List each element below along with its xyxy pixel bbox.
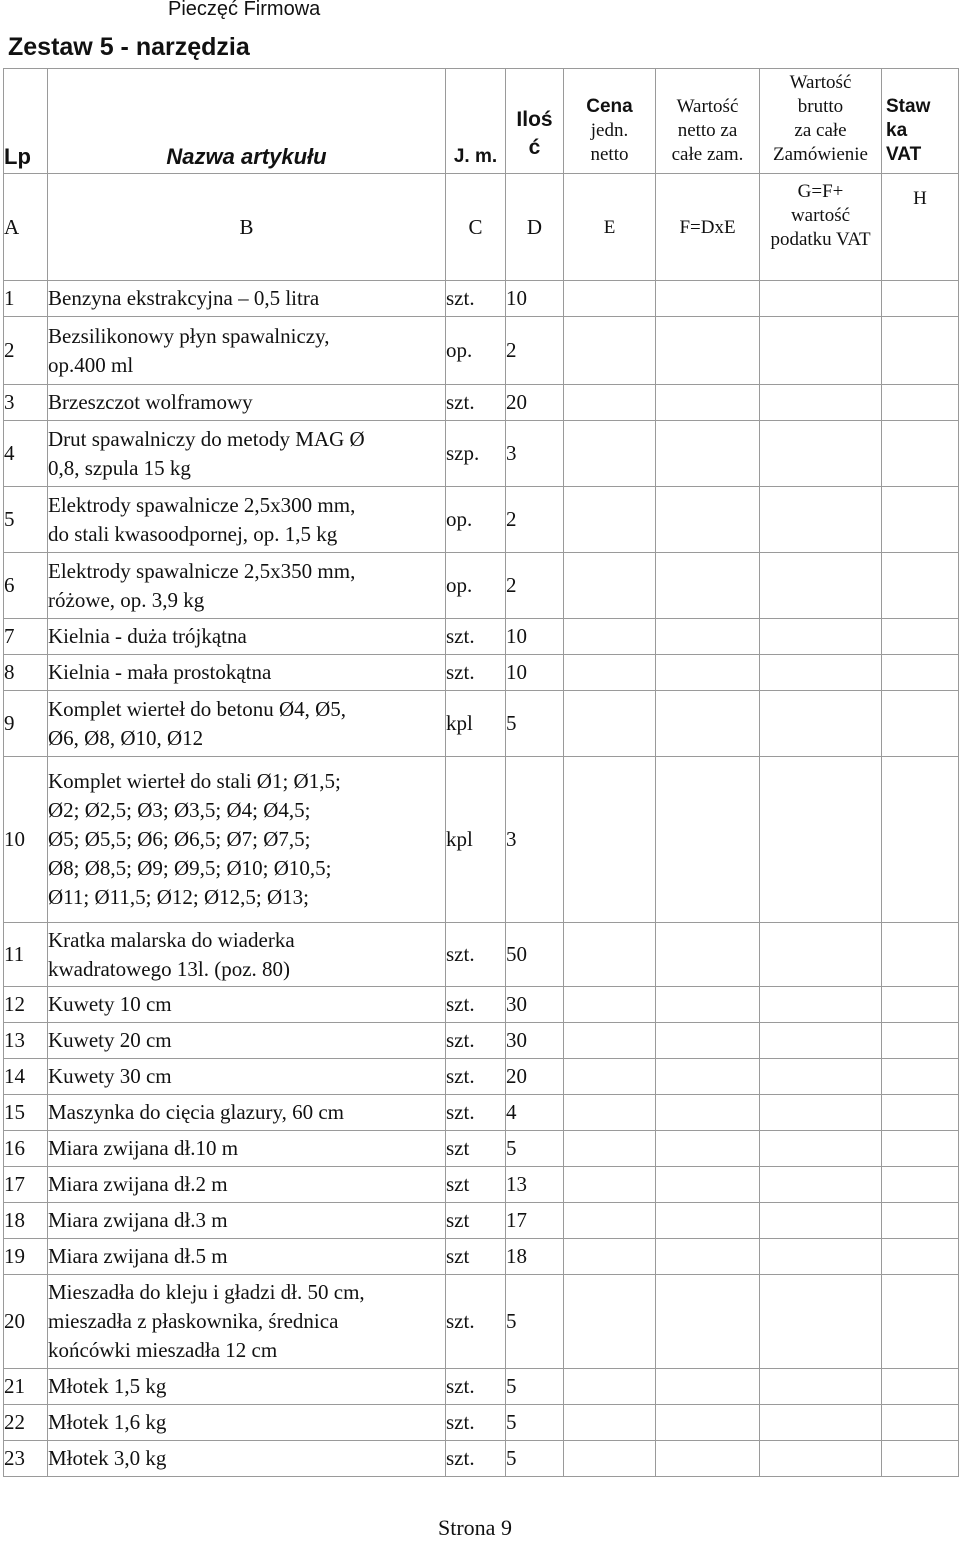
row-vat-rate [882, 281, 959, 317]
table-row [4, 619, 959, 655]
row-net-value [656, 1203, 760, 1239]
row-gross-value [760, 691, 882, 757]
row-name: Elektrody spawalnicze 2,5x300 mm, do stali kwasoodpornej, op. 1,5 kg [48, 487, 446, 553]
row-qty: 2 [506, 553, 564, 619]
row-unit: kpl [446, 757, 506, 923]
header-vat-line3: VAT [886, 144, 922, 165]
row-vat-rate [882, 487, 959, 553]
row-qty: 50 [506, 923, 564, 987]
table-row [4, 553, 959, 619]
row-name: Brzeszczot wolframowy [48, 385, 446, 421]
row-vat-rate [882, 923, 959, 987]
row-name: Miara zwijana dł.3 m [48, 1203, 446, 1239]
row-unit-price [564, 1203, 656, 1239]
row-name: Kuwety 20 cm [48, 1023, 446, 1059]
header-gross-line2: brutto [797, 96, 844, 117]
row-vat-rate [882, 1203, 959, 1239]
header-gross-line3: za całe [794, 120, 847, 141]
table-row [4, 1275, 959, 1369]
page-number: Strona 9 [438, 1515, 512, 1540]
letter-c: C [446, 174, 506, 281]
row-unit: szt. [446, 385, 506, 421]
row-unit-price [564, 1095, 656, 1131]
letter-f: F=DxE [656, 174, 760, 281]
row-qty: 10 [506, 619, 564, 655]
table-row [4, 923, 959, 987]
header-gross [760, 69, 882, 174]
row-vat-rate [882, 1441, 959, 1477]
row-unit-price [564, 1275, 656, 1369]
row-vat-rate [882, 1167, 959, 1203]
row-gross-value [760, 1203, 882, 1239]
row-unit-price [564, 385, 656, 421]
letter-h: H [882, 174, 959, 281]
row-qty: 5 [506, 1405, 564, 1441]
row-unit: szt. [446, 1369, 506, 1405]
row-unit-price [564, 619, 656, 655]
row-lp: 7 [4, 619, 48, 655]
row-lp: 17 [4, 1167, 48, 1203]
row-unit: szt. [446, 1275, 506, 1369]
row-net-value [656, 385, 760, 421]
row-unit-price [564, 1441, 656, 1477]
row-gross-value [760, 619, 882, 655]
row-unit-price [564, 1405, 656, 1441]
header-row [4, 69, 959, 174]
row-unit-price [564, 1131, 656, 1167]
row-qty: 17 [506, 1203, 564, 1239]
table-row [4, 1441, 959, 1477]
row-unit-price [564, 317, 656, 385]
row-net-value [656, 1275, 760, 1369]
table-row [4, 1059, 959, 1095]
row-net-value [656, 1167, 760, 1203]
row-gross-value [760, 1095, 882, 1131]
row-gross-value [760, 487, 882, 553]
row-gross-value [760, 1441, 882, 1477]
row-lp: 8 [4, 655, 48, 691]
row-unit: szt. [446, 923, 506, 987]
row-qty: 2 [506, 487, 564, 553]
row-lp: 5 [4, 487, 48, 553]
row-gross-value [760, 1275, 882, 1369]
row-gross-value [760, 1405, 882, 1441]
row-lp: 22 [4, 1405, 48, 1441]
row-qty: 20 [506, 1059, 564, 1095]
row-gross-value [760, 317, 882, 385]
table-row [4, 1095, 959, 1131]
row-unit: szt. [446, 619, 506, 655]
row-net-value [656, 757, 760, 923]
row-qty: 18 [506, 1239, 564, 1275]
row-lp: 12 [4, 987, 48, 1023]
row-unit: szt. [446, 1059, 506, 1095]
row-name: Komplet wierteł do stali Ø1; Ø1,5; Ø2; Ø2,5; Ø3; Ø3,5; Ø4; Ø4,5; Ø5; Ø5,5; Ø6; Ø6,5; Ø7; Ø7,5; Ø8; Ø8,5; Ø9; Ø9,5; Ø10; Ø10,5; Ø11; Ø11,5; Ø12; Ø12,5; Ø13; [48, 757, 446, 923]
letter-d: D [506, 174, 564, 281]
row-gross-value [760, 385, 882, 421]
row-qty: 20 [506, 385, 564, 421]
row-qty: 10 [506, 655, 564, 691]
row-name: Kratka malarska do wiaderka kwadratowego 13l. (poz. 80) [48, 923, 446, 987]
row-net-value [656, 1239, 760, 1275]
table-row [4, 317, 959, 385]
row-lp: 20 [4, 1275, 48, 1369]
row-net-value [656, 1405, 760, 1441]
row-qty: 10 [506, 281, 564, 317]
row-unit: szt [446, 1167, 506, 1203]
header-price-line2: jedn. [590, 120, 629, 141]
row-unit-price [564, 987, 656, 1023]
row-vat-rate [882, 1131, 959, 1167]
table-row [4, 421, 959, 487]
row-net-value [656, 1369, 760, 1405]
row-gross-value [760, 1369, 882, 1405]
header-net-line3: całe zam. [671, 144, 744, 165]
row-lp: 2 [4, 317, 48, 385]
row-lp: 9 [4, 691, 48, 757]
row-net-value [656, 987, 760, 1023]
row-qty: 3 [506, 421, 564, 487]
row-lp: 10 [4, 757, 48, 923]
row-net-value [656, 691, 760, 757]
row-qty: 4 [506, 1095, 564, 1131]
header-name: Nazwa artykułu [48, 69, 446, 174]
row-name: Młotek 1,5 kg [48, 1369, 446, 1405]
row-qty: 5 [506, 1441, 564, 1477]
row-net-value [656, 1131, 760, 1167]
row-vat-rate [882, 1059, 959, 1095]
row-unit-price [564, 923, 656, 987]
row-unit: szp. [446, 421, 506, 487]
row-unit-price [564, 757, 656, 923]
row-gross-value [760, 1131, 882, 1167]
header-net-line2: netto za [677, 120, 738, 141]
row-unit-price [564, 421, 656, 487]
row-vat-rate [882, 1405, 959, 1441]
letter-g-line1: G=F+ [797, 181, 844, 202]
row-unit: op. [446, 317, 506, 385]
table-row [4, 1405, 959, 1441]
row-lp: 14 [4, 1059, 48, 1095]
row-gross-value [760, 923, 882, 987]
header-net-line1: Wartość [676, 96, 739, 117]
row-name: Drut spawalniczy do metody MAG Ø 0,8, szpula 15 kg [48, 421, 446, 487]
row-qty: 5 [506, 691, 564, 757]
row-gross-value [760, 987, 882, 1023]
row-lp: 21 [4, 1369, 48, 1405]
row-qty: 13 [506, 1167, 564, 1203]
row-net-value [656, 1023, 760, 1059]
row-net-value [656, 1059, 760, 1095]
row-gross-value [760, 421, 882, 487]
table-row [4, 655, 959, 691]
row-lp: 18 [4, 1203, 48, 1239]
letter-g [760, 174, 882, 281]
row-gross-value [760, 1059, 882, 1095]
row-name: Miara zwijana dł.10 m [48, 1131, 446, 1167]
row-vat-rate [882, 691, 959, 757]
row-vat-rate [882, 619, 959, 655]
table-row [4, 1023, 959, 1059]
row-vat-rate [882, 1095, 959, 1131]
row-gross-value [760, 1023, 882, 1059]
table-row [4, 487, 959, 553]
header-vat-line1: Staw [886, 96, 931, 117]
row-vat-rate [882, 757, 959, 923]
table-row [4, 1239, 959, 1275]
row-net-value [656, 281, 760, 317]
row-gross-value [760, 281, 882, 317]
company-stamp-label: Pieczęć Firmowa [168, 0, 321, 20]
row-name: Elektrody spawalnicze 2,5x350 mm, różowe, op. 3,9 kg [48, 553, 446, 619]
row-name: Maszynka do cięcia glazury, 60 cm [48, 1095, 446, 1131]
row-name: Kielnia - mała prostokątna [48, 655, 446, 691]
row-unit-price [564, 281, 656, 317]
row-qty: 3 [506, 757, 564, 923]
row-gross-value [760, 1239, 882, 1275]
row-vat-rate [882, 1369, 959, 1405]
row-unit-price [564, 691, 656, 757]
row-name: Komplet wierteł do betonu Ø4, Ø5, Ø6, Ø8, Ø10, Ø12 [48, 691, 446, 757]
header-gross-line4: Zamówienie [773, 144, 868, 165]
row-name: Młotek 1,6 kg [48, 1405, 446, 1441]
row-unit-price [564, 487, 656, 553]
row-unit-price [564, 1239, 656, 1275]
row-unit: op. [446, 553, 506, 619]
row-name: Młotek 3,0 kg [48, 1441, 446, 1477]
header-vat-line2: ka [886, 120, 908, 141]
row-net-value [656, 1095, 760, 1131]
row-unit: szt. [446, 1405, 506, 1441]
row-name: Bezsilikonowy płyn spawalniczy, op.400 ml [48, 317, 446, 385]
row-vat-rate [882, 1239, 959, 1275]
row-unit: szt. [446, 987, 506, 1023]
row-qty: 5 [506, 1131, 564, 1167]
table-row [4, 691, 959, 757]
row-unit-price [564, 1023, 656, 1059]
row-unit: szt [446, 1131, 506, 1167]
row-name: Miara zwijana dł.2 m [48, 1167, 446, 1203]
row-vat-rate [882, 1275, 959, 1369]
column-letters-row [4, 174, 959, 281]
row-qty: 5 [506, 1369, 564, 1405]
row-net-value [656, 487, 760, 553]
table-row [4, 987, 959, 1023]
items-table [3, 68, 959, 1477]
row-vat-rate [882, 1023, 959, 1059]
row-qty: 30 [506, 1023, 564, 1059]
letter-b: B [48, 174, 446, 281]
row-vat-rate [882, 385, 959, 421]
row-lp: 3 [4, 385, 48, 421]
row-unit: kpl [446, 691, 506, 757]
letter-e: E [564, 174, 656, 281]
row-unit: szt [446, 1239, 506, 1275]
table-row [4, 1167, 959, 1203]
header-price [564, 69, 656, 174]
row-net-value [656, 317, 760, 385]
table-row [4, 757, 959, 923]
row-name: Benzyna ekstrakcyjna – 0,5 litra [48, 281, 446, 317]
header-price-line3: netto [590, 144, 629, 165]
row-net-value [656, 553, 760, 619]
table-row [4, 1369, 959, 1405]
row-unit-price [564, 553, 656, 619]
row-unit: szt. [446, 281, 506, 317]
header-lp: Lp [4, 69, 48, 174]
table-row [4, 281, 959, 317]
row-unit-price [564, 1059, 656, 1095]
header-qty [506, 69, 564, 174]
row-net-value [656, 655, 760, 691]
row-lp: 6 [4, 553, 48, 619]
row-name: Miara zwijana dł.5 m [48, 1239, 446, 1275]
row-unit: szt. [446, 1023, 506, 1059]
row-net-value [656, 619, 760, 655]
row-unit-price [564, 1369, 656, 1405]
letter-g-line3: podatku VAT [770, 229, 871, 250]
letter-g-line2: wartość [790, 205, 851, 226]
row-net-value [656, 421, 760, 487]
row-lp: 11 [4, 923, 48, 987]
row-vat-rate [882, 987, 959, 1023]
row-gross-value [760, 757, 882, 923]
row-vat-rate [882, 655, 959, 691]
row-lp: 23 [4, 1441, 48, 1477]
row-vat-rate [882, 317, 959, 385]
row-unit: op. [446, 487, 506, 553]
header-unit: J. m. [446, 69, 506, 174]
row-unit-price [564, 655, 656, 691]
row-qty: 2 [506, 317, 564, 385]
row-lp: 15 [4, 1095, 48, 1131]
row-net-value [656, 1441, 760, 1477]
table-row [4, 385, 959, 421]
row-qty: 5 [506, 1275, 564, 1369]
header-net [656, 69, 760, 174]
row-name: Kielnia - duża trójkątna [48, 619, 446, 655]
page-title: Zestaw 5 - narzędzia [8, 33, 250, 61]
row-vat-rate [882, 421, 959, 487]
header-vat [882, 69, 959, 174]
header-qty-line2: ć [528, 136, 541, 159]
row-gross-value [760, 1167, 882, 1203]
row-lp: 1 [4, 281, 48, 317]
row-gross-value [760, 655, 882, 691]
row-unit: szt [446, 1203, 506, 1239]
row-unit-price [564, 1167, 656, 1203]
row-lp: 19 [4, 1239, 48, 1275]
row-lp: 13 [4, 1023, 48, 1059]
row-qty: 30 [506, 987, 564, 1023]
row-name: Kuwety 10 cm [48, 987, 446, 1023]
row-unit: szt. [446, 655, 506, 691]
header-price-line1: Cena [586, 96, 633, 117]
row-unit: szt. [446, 1441, 506, 1477]
row-net-value [656, 923, 760, 987]
table-row [4, 1131, 959, 1167]
row-unit: szt. [446, 1095, 506, 1131]
header-gross-line1: Wartość [789, 72, 852, 93]
row-lp: 4 [4, 421, 48, 487]
row-name: Mieszadła do kleju i gładzi dł. 50 cm, mieszadła z płaskownika, średnica końcówki mieszadła 12 cm [48, 1275, 446, 1369]
row-gross-value [760, 553, 882, 619]
header-qty-line1: Iloś [516, 108, 553, 131]
table-row [4, 1203, 959, 1239]
letter-a: A [4, 174, 48, 281]
row-vat-rate [882, 553, 959, 619]
row-lp: 16 [4, 1131, 48, 1167]
row-name: Kuwety 30 cm [48, 1059, 446, 1095]
